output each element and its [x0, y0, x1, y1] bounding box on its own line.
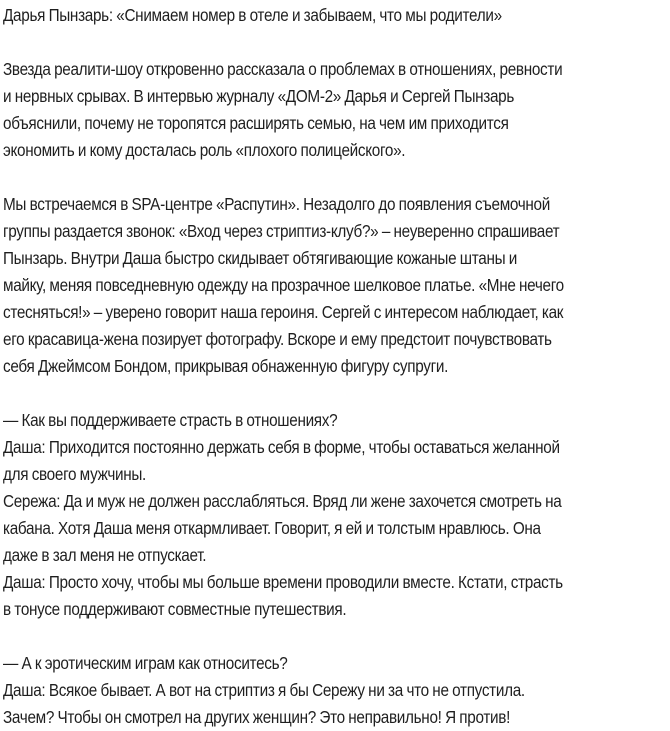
- intro-line: объяснили, почему не торопятся расширять семью, на чем им приходится: [3, 113, 509, 133]
- scene-line: себя Джеймсом Бондом, прикрывая обнаженную фигуру супруги.: [3, 356, 449, 376]
- intro-line: Звезда реалити-шоу откровенно рассказала о проблемах в отношениях, ревности: [3, 59, 563, 79]
- article: [3, 2, 669, 731]
- interview-question: — Как вы поддерживаете страсть в отношениях?: [3, 410, 338, 430]
- interview-block-2: [3, 650, 669, 731]
- interview-block-1: [3, 407, 669, 623]
- interview-answer-line: даже в зал меня не отпускает.: [3, 545, 207, 565]
- interview-answer-line: Сережа: Да и муж не должен расслабляться. Вряд ли жене захочется смотреть на: [3, 491, 562, 511]
- interview-answer-line: Даша: Приходится постоянно держать себя в форме, чтобы оставаться желанной: [3, 437, 560, 457]
- intro-paragraph: [3, 56, 669, 164]
- interview-question: — А к эротическим играм как относитесь?: [3, 653, 288, 673]
- intro-line: экономить и кому досталась роль «плохого полицейского».: [3, 140, 406, 160]
- scene-line: его красавица-жена позирует фотографу. Вскоре и ему предстоит почувствовать: [3, 329, 552, 349]
- interview-answer-line: для своего мужчины.: [3, 464, 146, 484]
- scene-paragraph: [3, 191, 669, 380]
- interview-answer-line: кабана. Хотя Даша меня откармливает. Говорит, я ей и толстым нравлюсь. Она: [3, 518, 541, 538]
- paragraph-gap: [3, 623, 669, 650]
- interview-answer-line: Зачем? Чтобы он смотрел на других женщин? Это неправильно! Я против!: [3, 707, 511, 727]
- paragraph-gap: [3, 29, 669, 56]
- scene-line: стесняться!» – уверено говорит наша героиня. Сергей с интересом наблюдает, как: [3, 302, 564, 322]
- interview-answer-line: Даша: Просто хочу, чтобы мы больше времени проводили вместе. Кстати, страсть: [3, 572, 563, 592]
- scene-line: группы раздается звонок: «Вход через стриптиз-клуб?» – неуверенно спрашивает: [3, 221, 560, 241]
- scene-line: Мы встречаемся в SPA-центре «Распутин». Незадолго до появления съемочной: [3, 194, 550, 214]
- paragraph-gap: [3, 164, 669, 191]
- interview-answer-line: Даша: Всякое бывает. А вот на стриптиз я бы Сережу ни за что не отпустила.: [3, 680, 525, 700]
- paragraph-gap: [3, 380, 669, 407]
- interview-answer-line: в тонусе поддерживают совместные путешествия.: [3, 599, 347, 619]
- scene-line: Пынзарь. Внутри Даша быстро скидывает обтягивающие кожаные штаны и: [3, 248, 518, 268]
- article-title: Дарья Пынзарь: «Снимаем номер в отеле и забываем, что мы родители»: [3, 5, 502, 25]
- scene-line: майку, меняя повседневную одежду на прозрачное шелковое платье. «Мне нечего: [3, 275, 564, 295]
- intro-line: и нервных срывах. В интервью журналу «ДОМ-2» Дарья и Сергей Пынзарь: [3, 86, 515, 106]
